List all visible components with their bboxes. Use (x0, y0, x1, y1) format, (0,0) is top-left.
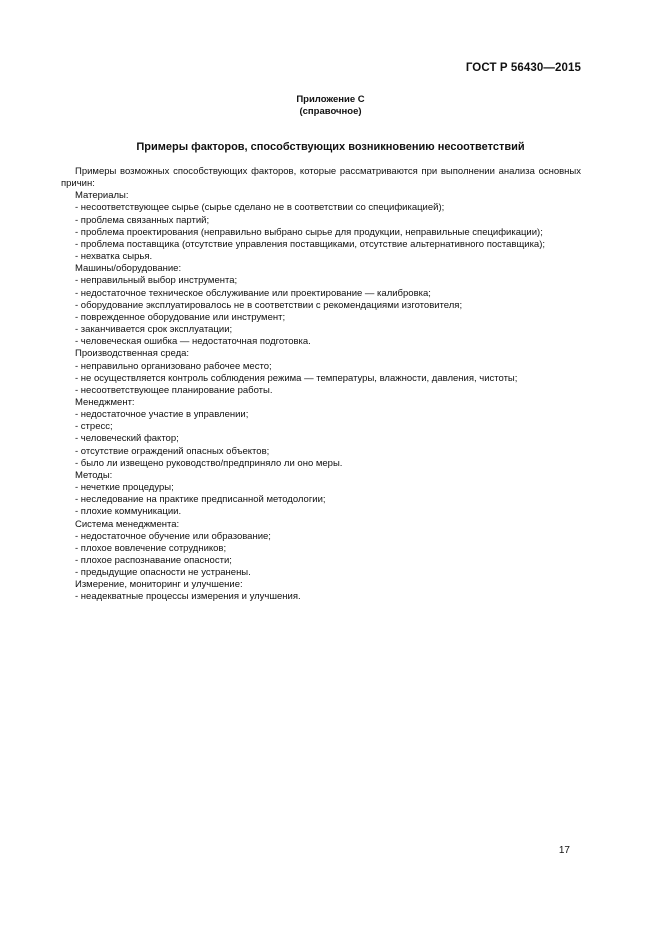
annex-type: (справочное) (299, 106, 362, 117)
annex-heading (0, 94, 661, 118)
list-item: - нехватка сырья. (75, 251, 153, 263)
list-item: - отсутствие ограждений опасных объектов; (75, 445, 270, 457)
list-item: - проблема поставщика (отсутствие управления поставщиками, отсутствие альтернативного поставщика); (75, 238, 546, 250)
group-title: Производственная среда: (75, 348, 190, 360)
list-item: - было ли извещено руководство/предприняло ли оно меры. (75, 457, 343, 469)
list-item: - неадекватные процессы измерения и улучшения. (75, 591, 301, 603)
standard-code: ГОСТ Р 56430—2015 (465, 62, 581, 74)
list-item: - человеческая ошибка — недостаточная подготовка. (75, 336, 311, 348)
factor-group-methods (61, 470, 581, 519)
list-item: - предыдущие опасности не устранены. (75, 567, 251, 579)
group-title: Система менеджмента: (75, 518, 180, 530)
section-title: Примеры факторов, способствующих возникновению несоответствий (136, 141, 525, 153)
list-item: - недостаточное участие в управлении; (75, 409, 249, 421)
list-item: - заканчивается срок эксплуатации; (75, 324, 233, 336)
list-item: - плохое вовлечение сотрудников; (75, 542, 227, 554)
group-title: Машины/оборудование: (75, 263, 182, 275)
factor-group-management-system (61, 519, 581, 580)
list-item: - плохое распознавание опасности; (75, 555, 232, 566)
list-item: - несоответствующее сырье (сырье сделано не в соответствии со спецификацией); (75, 202, 445, 214)
factor-group-measurement (61, 579, 581, 603)
list-item: - проблема связанных партий; (75, 214, 210, 226)
list-item: - недостаточное техническое обслуживание или проектирование — калибровка; (75, 287, 431, 299)
list-item: - стресс; (75, 421, 113, 433)
list-item: - оборудование эксплуатировалось не в соответствии с рекомендациями изготовителя; (75, 299, 463, 311)
list-item: - неправильный выбор инструмента; (75, 275, 238, 287)
list-item: - несоответствующее планирование работы. (75, 384, 273, 396)
group-title: Материалы: (75, 190, 129, 202)
list-item: - поврежденное оборудование или инструмент; (75, 311, 286, 323)
factor-group-materials (61, 190, 581, 263)
group-title: Методы: (75, 469, 113, 481)
group-title: Измерение, мониторинг и улучшение: (75, 579, 243, 591)
annex-title: Приложение С (296, 94, 365, 105)
list-item: - неправильно организовано рабочее место; (75, 360, 272, 372)
factor-group-machines (61, 263, 581, 348)
list-item: - недостаточное обучение или образование; (75, 530, 271, 542)
intro-paragraph: Примеры возможных способствующих факторов, которые рассматриваются при выполнении анализа основных причин: (61, 166, 581, 190)
factor-group-environment (61, 348, 581, 397)
factor-group-management (61, 397, 581, 470)
list-item: - проблема проектирования (неправильно выбрано сырье для продукции, неправильные спецификации); (75, 226, 543, 238)
list-item: - не осуществляется контроль соблюдения режима — температуры, влажности, давления, чистоты; (75, 372, 518, 384)
document-body (61, 166, 581, 604)
list-item: - человеческий фактор; (75, 433, 179, 445)
list-item: - плохие коммуникации. (75, 506, 182, 518)
page-number: 17 (558, 845, 570, 856)
list-item: - нечеткие процедуры; (75, 482, 174, 494)
group-title: Менеджмент: (75, 396, 135, 408)
list-item: - неследование на практике предписанной методологии; (75, 494, 326, 506)
